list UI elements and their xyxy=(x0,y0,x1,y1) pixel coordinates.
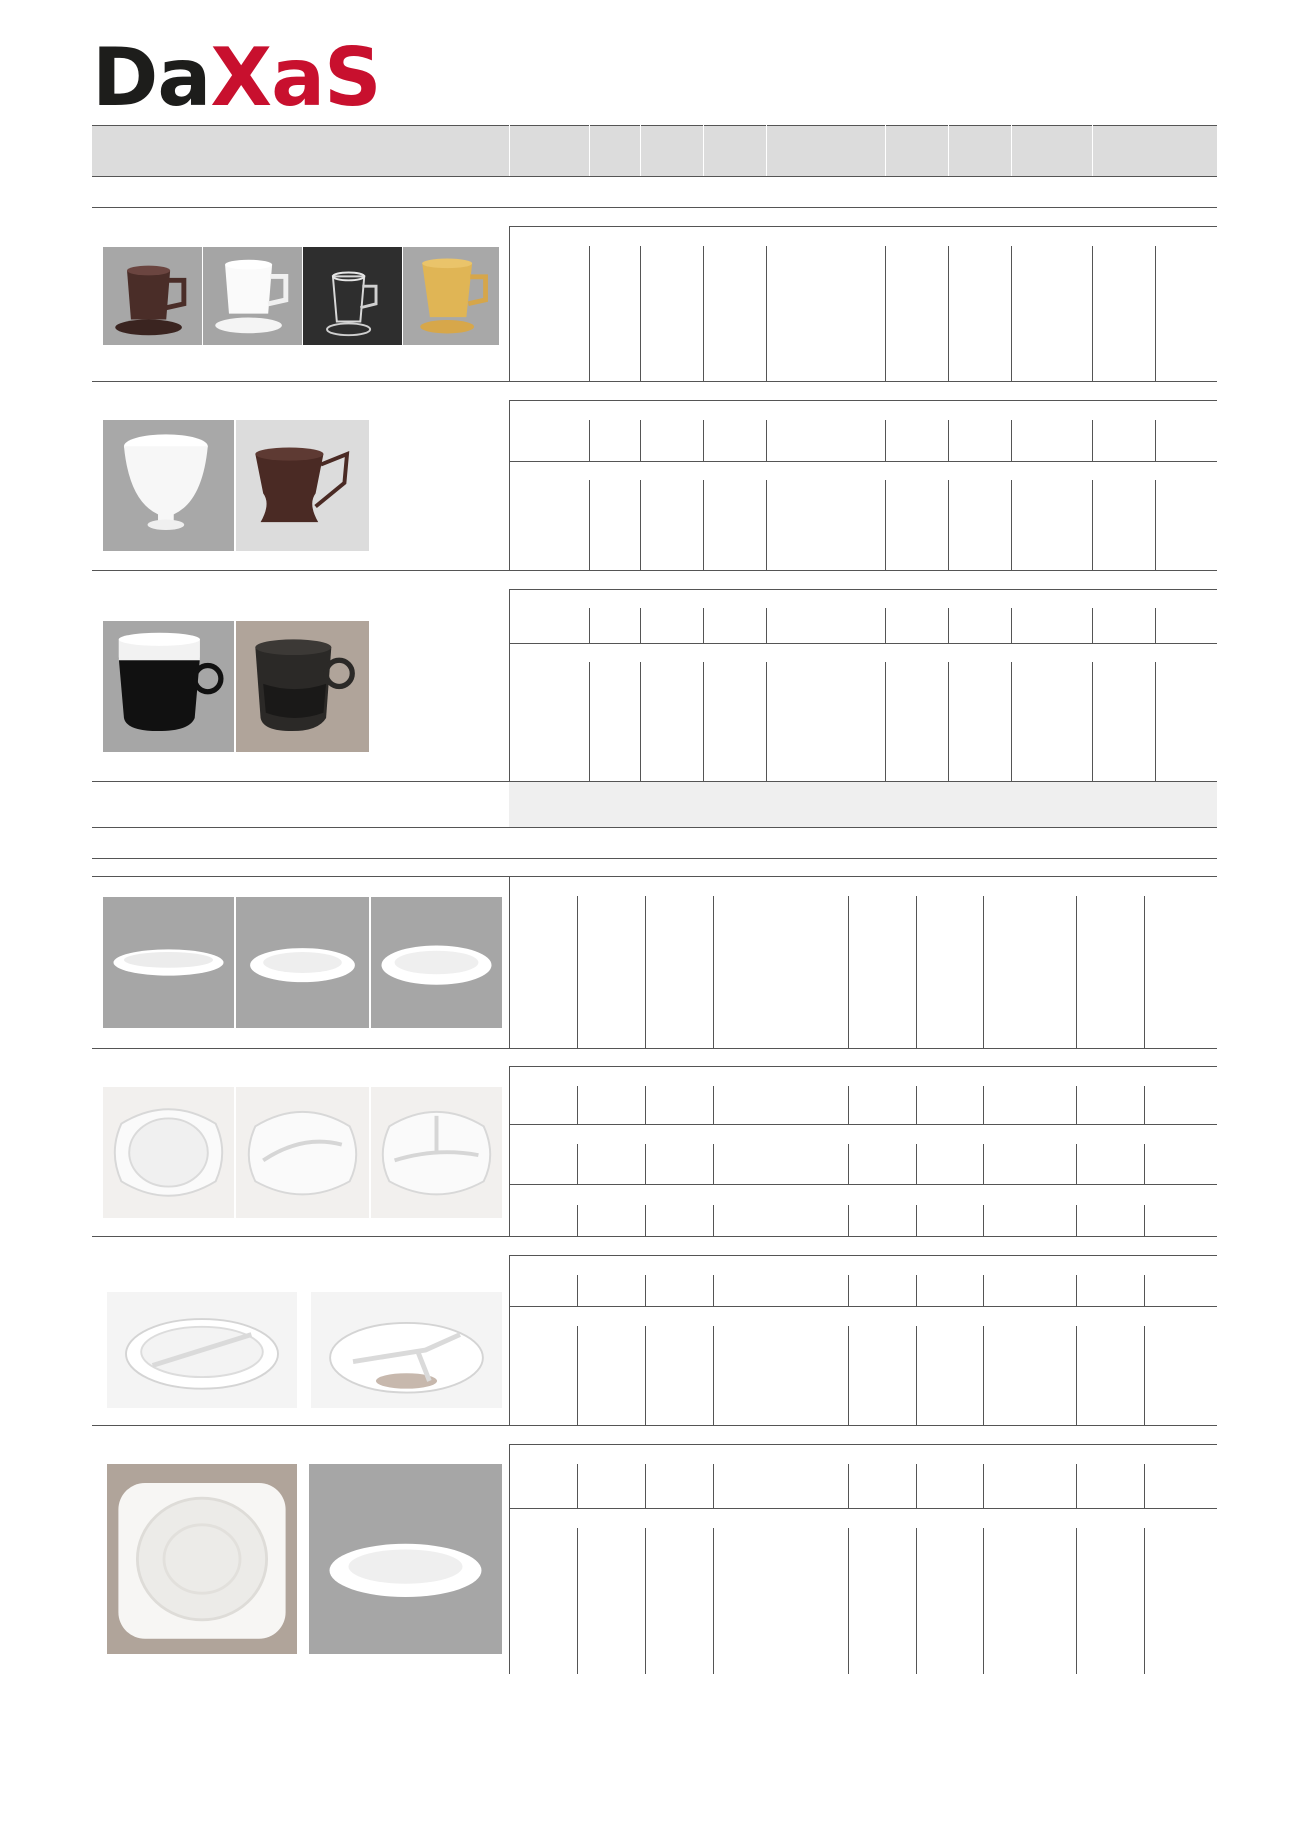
plate-white-3-photo xyxy=(371,897,502,1028)
cup-holder-yellow-photo xyxy=(403,247,499,345)
white-plate-icon xyxy=(103,897,234,1028)
three-compartment-plate-icon xyxy=(371,1087,502,1218)
round-two-compartment-plate-icon xyxy=(107,1292,297,1408)
brown-cup-holder-handle-photo xyxy=(236,420,369,551)
cups-footer-band xyxy=(509,782,1217,827)
two-compartment-plate-icon xyxy=(236,1087,369,1218)
cup-holder-clear-photo xyxy=(303,247,402,345)
white-plate-icon xyxy=(236,897,369,1028)
round-deep-plate-photo xyxy=(309,1464,502,1654)
plates-section-rule-2 xyxy=(92,876,1217,877)
black-white-mug-photo xyxy=(103,621,234,752)
header-top-rule xyxy=(92,125,1217,126)
cups-footer-rule xyxy=(92,827,1217,828)
cups-section-rule xyxy=(92,207,1217,208)
logo-part-da: Da xyxy=(92,31,211,124)
cup-holder-white-icon xyxy=(203,247,302,345)
round-three-compartment-plate-icon xyxy=(311,1292,502,1408)
header-bottom-rule xyxy=(92,176,1217,177)
square-deep-plate-icon xyxy=(107,1464,297,1654)
round-two-compartment-photo xyxy=(107,1292,297,1408)
round-deep-plate-icon xyxy=(309,1464,502,1654)
daxas-logo xyxy=(92,31,381,124)
cup-holder-yellow-icon xyxy=(403,247,499,345)
black-white-mug-icon xyxy=(103,621,234,752)
cup-holder-brown-icon xyxy=(103,247,202,345)
smoked-mug-photo xyxy=(236,621,369,752)
table-header-band xyxy=(92,125,1217,176)
brown-cup-holder-icon xyxy=(236,420,369,551)
square-plate-icon xyxy=(103,1087,234,1218)
white-cup-icon xyxy=(103,420,234,551)
cup-holder-white-photo xyxy=(203,247,302,345)
square-deep-plate-photo xyxy=(107,1464,297,1654)
white-cup-photo xyxy=(103,420,234,551)
smoked-mug-icon xyxy=(236,621,369,752)
plates-section-rule-1 xyxy=(92,858,1217,859)
plate-white-1-photo xyxy=(103,897,234,1028)
cup-holder-brown-photo xyxy=(103,247,202,345)
plate-square-1-photo xyxy=(103,1087,234,1218)
plate-square-2-photo xyxy=(236,1087,369,1218)
plate-white-2-photo xyxy=(236,897,369,1028)
white-plate-icon xyxy=(371,897,502,1028)
plate-square-3-photo xyxy=(371,1087,502,1218)
logo-part-xas: XaS xyxy=(210,31,381,124)
cup-holder-clear-icon xyxy=(303,247,402,345)
round-three-compartment-photo xyxy=(311,1292,502,1408)
